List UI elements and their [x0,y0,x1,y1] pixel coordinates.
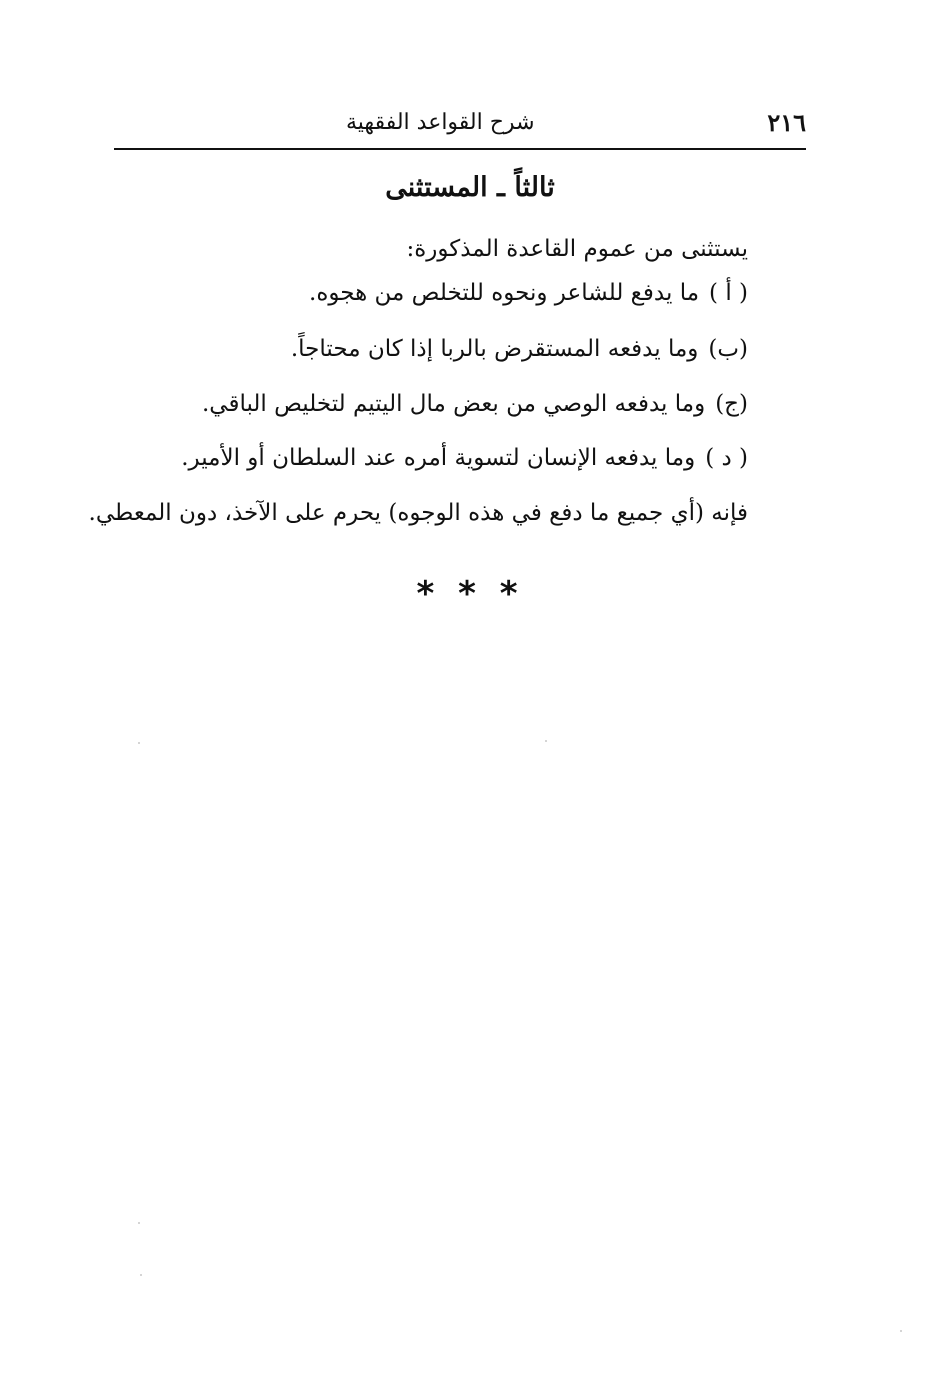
item-text: وما يدفعه المستقرض بالربا إذا كان محتاجاً. [290,336,699,362]
scan-speck [138,742,140,744]
scan-speck [545,740,547,742]
scan-speck [900,1330,902,1332]
running-title: شرح القواعد الفقهية [346,110,535,135]
scan-speck [138,1222,140,1224]
page-number: ٢١٦ [767,108,806,137]
list-item [181,443,748,473]
item-text: وما يدفعه الوصي من بعض مال اليتيم لتخليص الباقي. [201,391,706,417]
section-end-ornament: * * * [416,574,524,614]
item-text: وما يدفعه الإنسان لتسوية أمره عند السلطان أو الأمير. [181,445,696,471]
conclusion-line: فإنه (أي جميع ما دفع في هذه الوجوه) يحرم على الآخذ، دون المعطي. [88,500,748,526]
item-marker: (ج) [715,391,748,417]
item-marker: ( أ ) [709,280,748,306]
page-header [114,104,806,150]
item-marker: ( د ) [705,445,748,471]
list-item [202,389,748,419]
list-item [291,334,748,364]
list-item [309,278,748,308]
scan-speck [140,1274,142,1276]
section-heading: ثالثاً ـ المستثنى [385,172,555,203]
item-text: ما يدفع للشاعر ونحوه للتخلص من هجوه. [309,280,700,306]
item-marker: (ب) [708,336,748,362]
intro-line: يستثنى من عموم القاعدة المذكورة: [406,236,748,262]
